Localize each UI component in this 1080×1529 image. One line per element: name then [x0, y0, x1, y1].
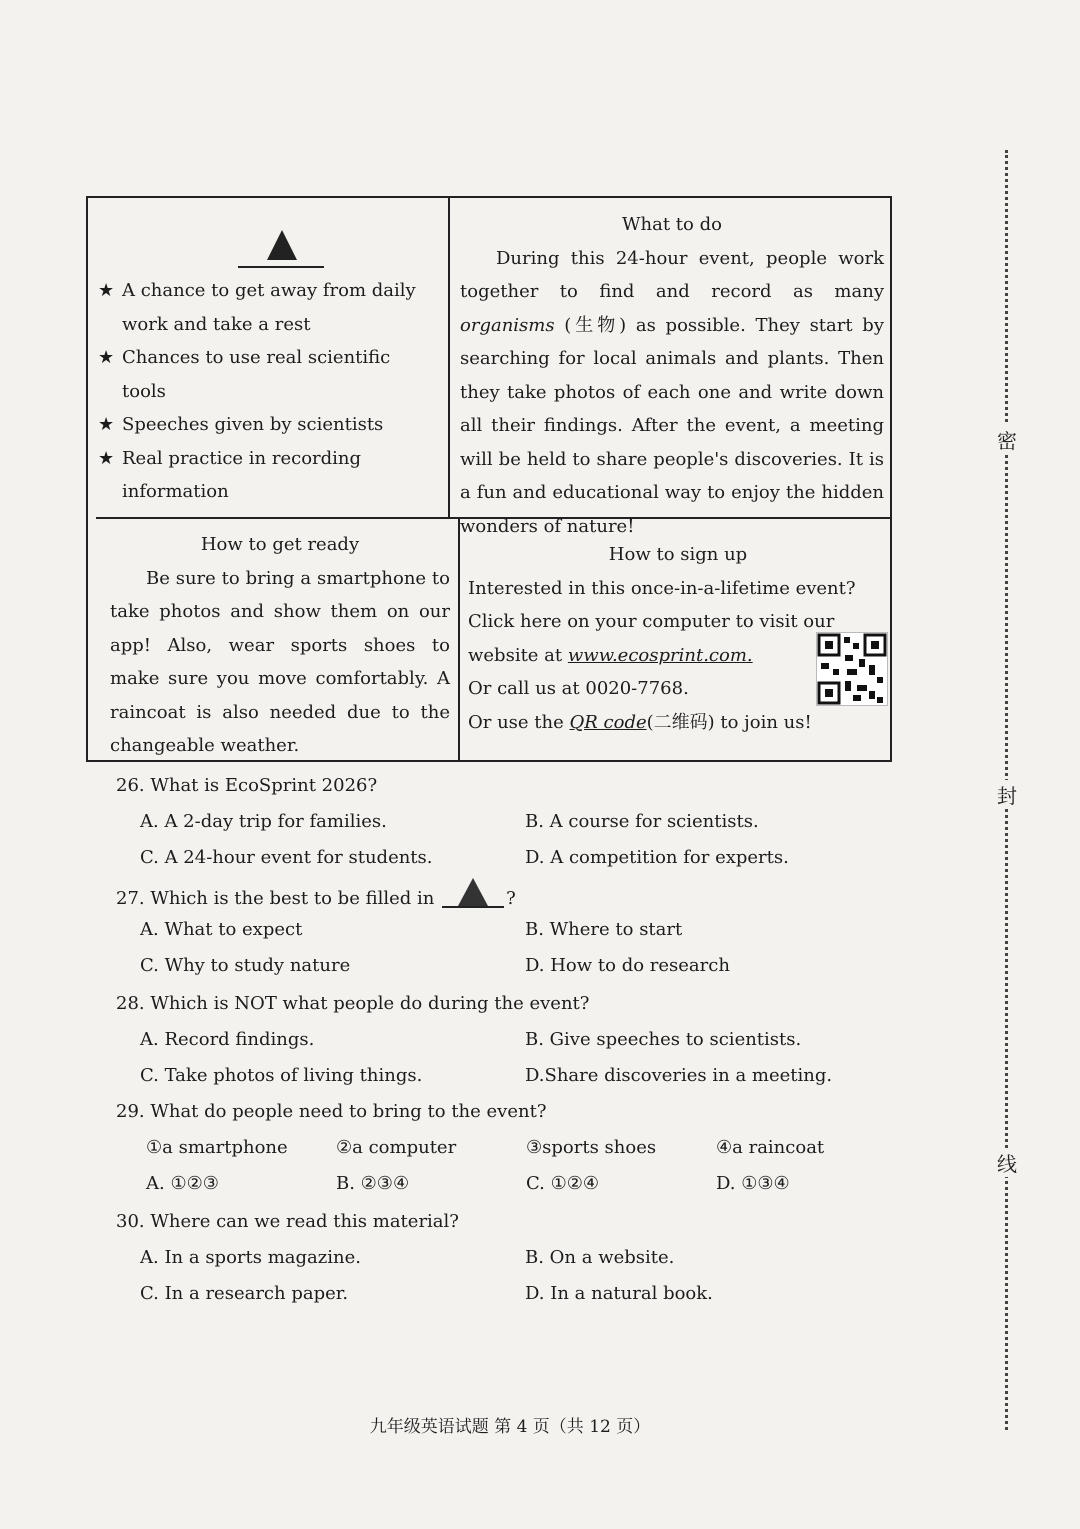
option-d[interactable]: D. How to do research — [525, 955, 730, 976]
list-item — [98, 274, 438, 341]
section-body — [460, 242, 884, 544]
binding-char-feng: 封 — [992, 780, 1022, 809]
option-row — [116, 948, 896, 984]
option-a[interactable]: A. Record findings. — [140, 1029, 315, 1050]
section-title: What to do — [622, 214, 722, 235]
table-divider-vertical-top — [448, 198, 450, 518]
list-item-text: A chance to get away from daily work and take a rest — [122, 280, 416, 335]
option-b[interactable]: B. Where to start — [525, 919, 683, 940]
option-row — [116, 804, 896, 840]
option-d[interactable]: D.Share discoveries in a meeting. — [525, 1065, 833, 1086]
option-d[interactable]: D. A competition for experts. — [525, 847, 789, 868]
section-title: How to get ready — [200, 534, 360, 555]
option-c[interactable]: C. In a research paper. — [140, 1283, 349, 1304]
binding-char-xian: 线 — [992, 1148, 1022, 1177]
star-icon: ★ — [98, 280, 115, 301]
cell-get-ready — [110, 528, 450, 763]
item-1: ①a smartphone — [146, 1137, 288, 1158]
question-26 — [116, 768, 896, 876]
option-a[interactable]: A. What to expect — [140, 919, 303, 940]
star-icon: ★ — [98, 447, 115, 469]
signup-text: Or use the — [468, 711, 570, 733]
option-d[interactable]: D. In a natural book. — [525, 1283, 713, 1304]
question-29 — [116, 1094, 896, 1202]
item-row — [116, 1130, 896, 1166]
signup-text: website at — [468, 644, 568, 666]
question-stem — [116, 876, 896, 912]
option-row — [116, 1022, 896, 1058]
list-item-text: Real practice in recording information — [122, 447, 362, 502]
list-item-text: Chances to use real scientific tools — [122, 347, 391, 402]
question-stem: 28. Which is NOT what people do during the event? — [116, 993, 590, 1014]
option-c[interactable]: C. ①②④ — [526, 1173, 599, 1194]
list-item — [98, 408, 438, 442]
stem-text: 27. Which is the best to be filled in — [116, 888, 435, 909]
item-3: ③sports shoes — [526, 1137, 657, 1158]
website-link: www.ecosprint.com. — [567, 644, 753, 666]
signup-line: Or call us at 0020-7768. — [468, 678, 689, 699]
signup-line — [468, 706, 888, 740]
option-a[interactable]: A. In a sports magazine. — [140, 1247, 361, 1268]
signup-line: Interested in this once-in-a-lifetime event? — [468, 577, 856, 599]
body-text: (生物) as possible. They start by searching for local animals and plants. Then they take photos of each one and write down all their findings. After the event, a meeting will be held to share people's discoveries. It is a fun and educational way to enjoy the hidden wonders of nature! — [460, 314, 884, 537]
question-30 — [116, 1204, 896, 1312]
star-icon: ★ — [98, 347, 115, 368]
signup-line: Click here on your computer to visit our — [468, 611, 835, 632]
item-4: ④a raincoat — [716, 1137, 825, 1158]
option-d[interactable]: D. ①③④ — [716, 1173, 790, 1194]
option-b[interactable]: B. ②③④ — [336, 1173, 410, 1194]
option-c[interactable]: C. Why to study nature — [140, 955, 351, 976]
option-a[interactable]: A. A 2-day trip for families. — [140, 811, 387, 832]
table-divider-vertical-bottom — [458, 518, 460, 762]
cell-expect — [98, 226, 438, 509]
triangle-blank-icon — [442, 876, 504, 908]
question-27 — [116, 876, 896, 984]
star-icon: ★ — [98, 414, 115, 435]
stem-text: ? — [506, 888, 516, 909]
option-b[interactable]: B. On a website. — [525, 1247, 675, 1268]
binding-char-mi: 密 — [992, 425, 1022, 454]
question-stem: 30. Where can we read this material? — [116, 1211, 459, 1232]
question-stem: 29. What do people need to bring to the event? — [116, 1101, 547, 1122]
option-b[interactable]: B. Give speeches to scientists. — [525, 1029, 802, 1050]
qr-code-icon — [816, 632, 888, 706]
body-text: During this 24-hour event, people work together to find and record as many — [460, 247, 884, 302]
signup-text: (二维码) to join us! — [646, 711, 812, 733]
section-title: How to sign up — [608, 544, 748, 565]
option-c[interactable]: C. Take photos of living things. — [140, 1065, 423, 1086]
list-item — [98, 442, 438, 509]
option-b[interactable]: B. A course for scientists. — [525, 811, 759, 832]
section-body: Be sure to bring a smartphone to take photos and show them on our app! Also, wear sports shoes to make sure you move comfortably. A raincoat is also needed due to the changeable weather. — [110, 567, 450, 756]
question-stem: 26. What is EcoSprint 2026? — [116, 775, 378, 796]
list-item — [98, 341, 438, 408]
option-row — [116, 1240, 896, 1276]
item-2: ②a computer — [336, 1137, 457, 1158]
option-c[interactable]: C. A 24-hour event for students. — [140, 847, 433, 868]
list-item-text: Speeches given by scientists — [122, 414, 384, 435]
blank-heading — [238, 226, 324, 268]
triangle-icon — [267, 230, 297, 260]
option-row — [116, 912, 896, 948]
option-row — [116, 1058, 896, 1094]
info-table — [86, 196, 892, 762]
question-28 — [116, 986, 896, 1094]
option-row — [116, 840, 896, 876]
option-row — [116, 1166, 896, 1202]
option-row — [116, 1276, 896, 1312]
page-footer: 九年级英语试题 第 4 页（共 12 页） — [369, 1417, 651, 1437]
option-a[interactable]: A. ①②③ — [146, 1173, 219, 1194]
body-emphasis: organisms — [460, 314, 555, 336]
cell-what-to-do — [460, 208, 884, 543]
qr-emphasis: QR code — [569, 711, 647, 733]
